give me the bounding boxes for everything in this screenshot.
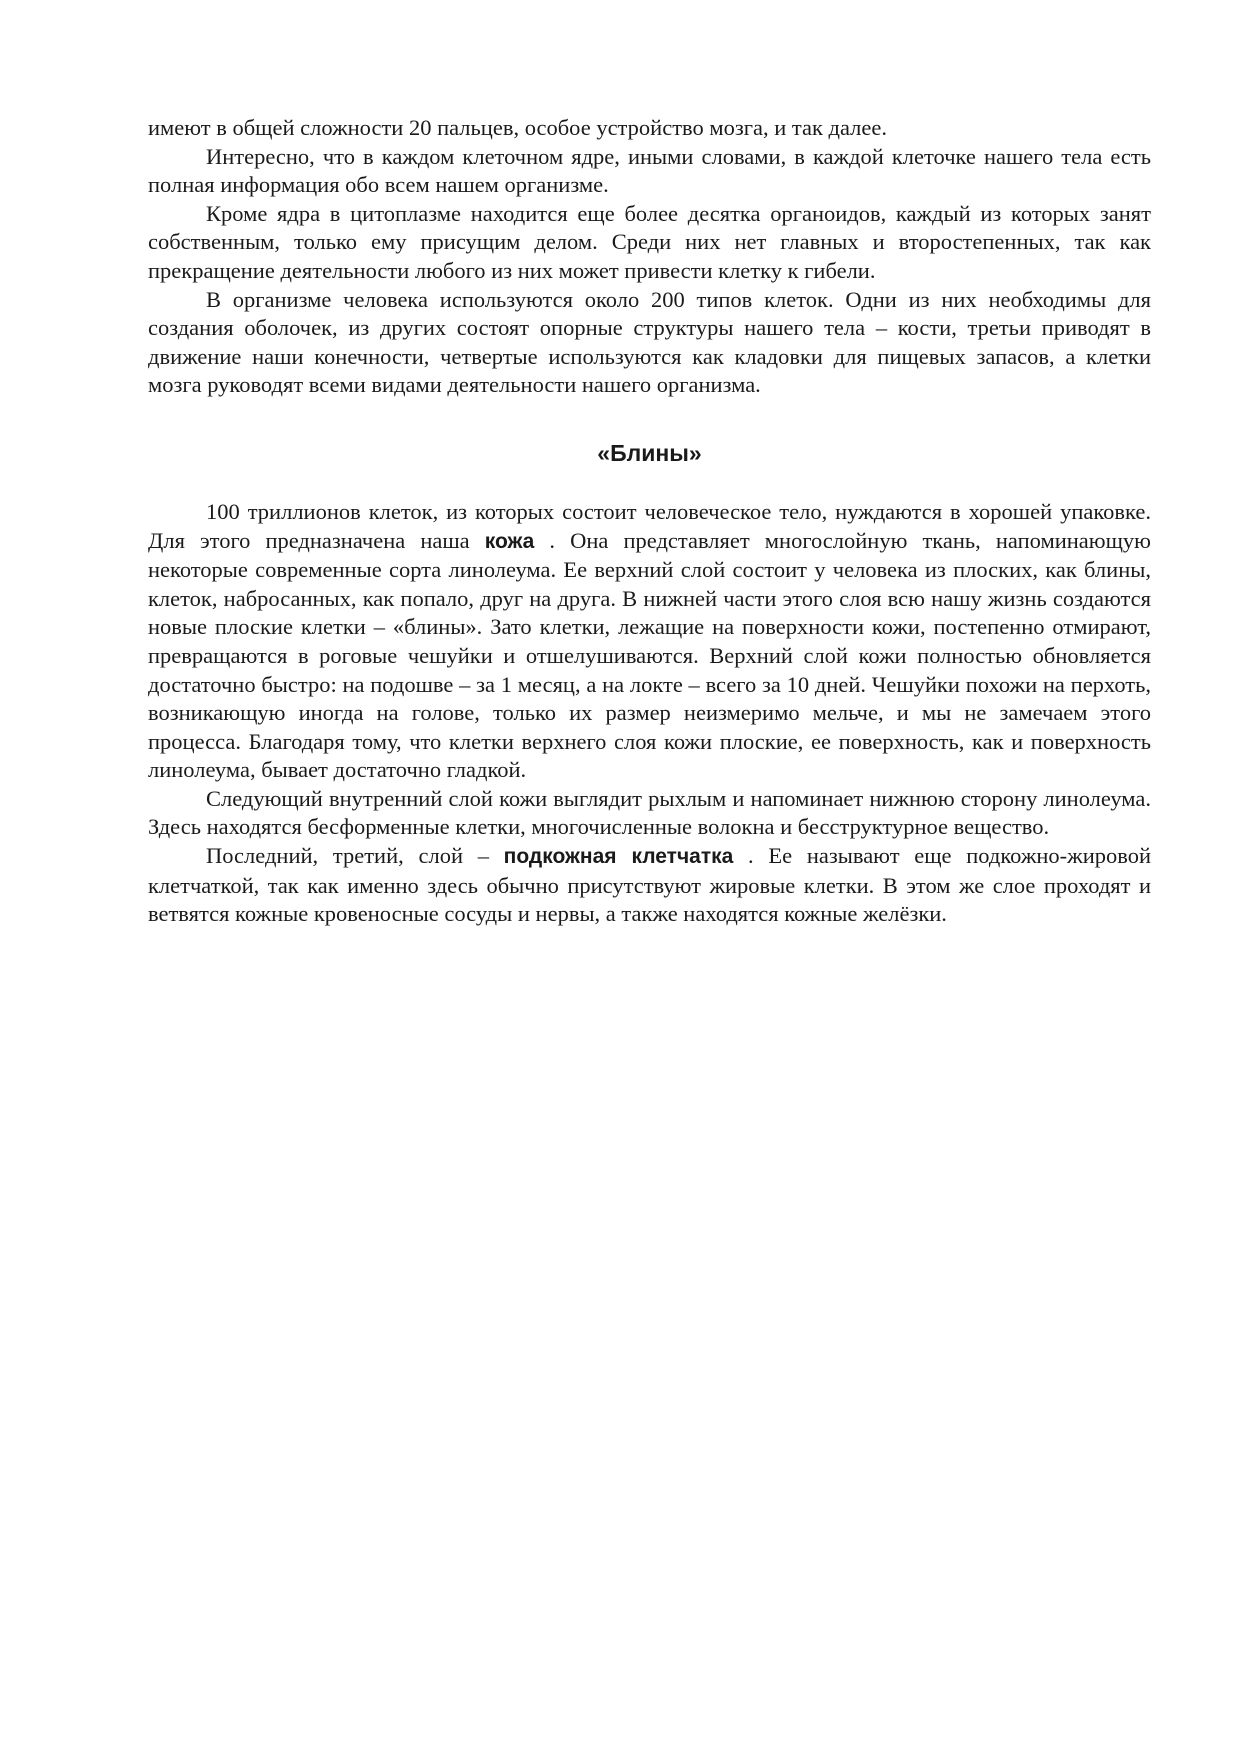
paragraph-continuation: имеют в общей сложности 20 пальцев, особое устройство мозга, и так далее. bbox=[148, 115, 887, 140]
paragraph-cell-types: В организме человека используются около 200 типов клеток. Одни из них необходимы для создания оболочек, из других состоят опорные структуры нашего тела – кости, третьи приводят в движение наши конечности, четвертые используются как кладовки для пищевых запасов, а клетки мозга руководят всеми видами деятельности нашего организма. bbox=[148, 286, 1151, 398]
term-skin: кожа bbox=[484, 529, 535, 553]
paragraph-subcutaneous bbox=[148, 842, 1151, 929]
document-page bbox=[148, 114, 1151, 929]
section-heading: «Блины» bbox=[597, 439, 702, 466]
paragraph-inner-layer: Следующий внутренний слой кожи выглядит рыхлым и напоминает нижнюю сторону линолеума. Здесь находятся бесформенные клетки, многочисленные волокна и бесструктурное вещество. bbox=[148, 785, 1151, 840]
paragraph-subcutaneous-text-after: . Ее называют еще подкожно-жировой клетчаткой, так как именно здесь обычно присутствуют жировые клетки. В этом же слое проходят и ветвятся кожные кровеносные сосуды и нервы, а также находятся кожные желёзки. bbox=[148, 843, 1151, 927]
paragraph-subcutaneous-text-before: Последний, третий, слой – bbox=[206, 843, 504, 869]
paragraph-cell-nucleus: Интересно, что в каждом клеточном ядре, иными словами, в каждой клеточке нашего тела есть полная информация обо всем нашем организме. bbox=[148, 143, 1151, 198]
paragraph-skin bbox=[148, 498, 1151, 785]
paragraph-organoids: Кроме ядра в цитоплазме находится еще более десятка органоидов, каждый из которых занят собственным, только ему присущим делом. Среди них нет главных и второстепенных, так как прекращение деятельности любого из них может привести клетку к гибели. bbox=[148, 200, 1151, 283]
term-subcutaneous-tissue: подкожная клетчатка bbox=[503, 845, 734, 869]
paragraph-skin-text-after: . Она представляет многослойную ткань, напоминающую некоторые современные сорта линолеума. Ее верхний слой состоит у человека из плоских, как блины, клеток, набросанных, как попало, друг на друга. В нижней части этого слоя всю нашу жизнь создаются новые плоские клетки – «блины». Зато клетки, лежащие на поверхности кожи, постепенно отмирают, превращаются в роговые чешуйки и отшелушиваются. Верхний слой кожи полностью обновляется достаточно быстро: на подошве – за 1 месяц, а на локте – всего за 10 дней. Чешуйки похожи на перхоть, возникающую иногда на голове, только их размер неизмеримо мельче, и мы не замечаем этого процесса. Благодаря тому, что клетки верхнего слоя кожи плоские, ее поверхность, как и поверхность линолеума, бывает достаточно гладкой. bbox=[148, 527, 1151, 783]
paragraph-skin-text-before: 100 триллионов клеток, из которых состоит человеческое тело, нуждаются в хорошей упаковке. Для этого предназначена наша bbox=[148, 498, 1151, 553]
